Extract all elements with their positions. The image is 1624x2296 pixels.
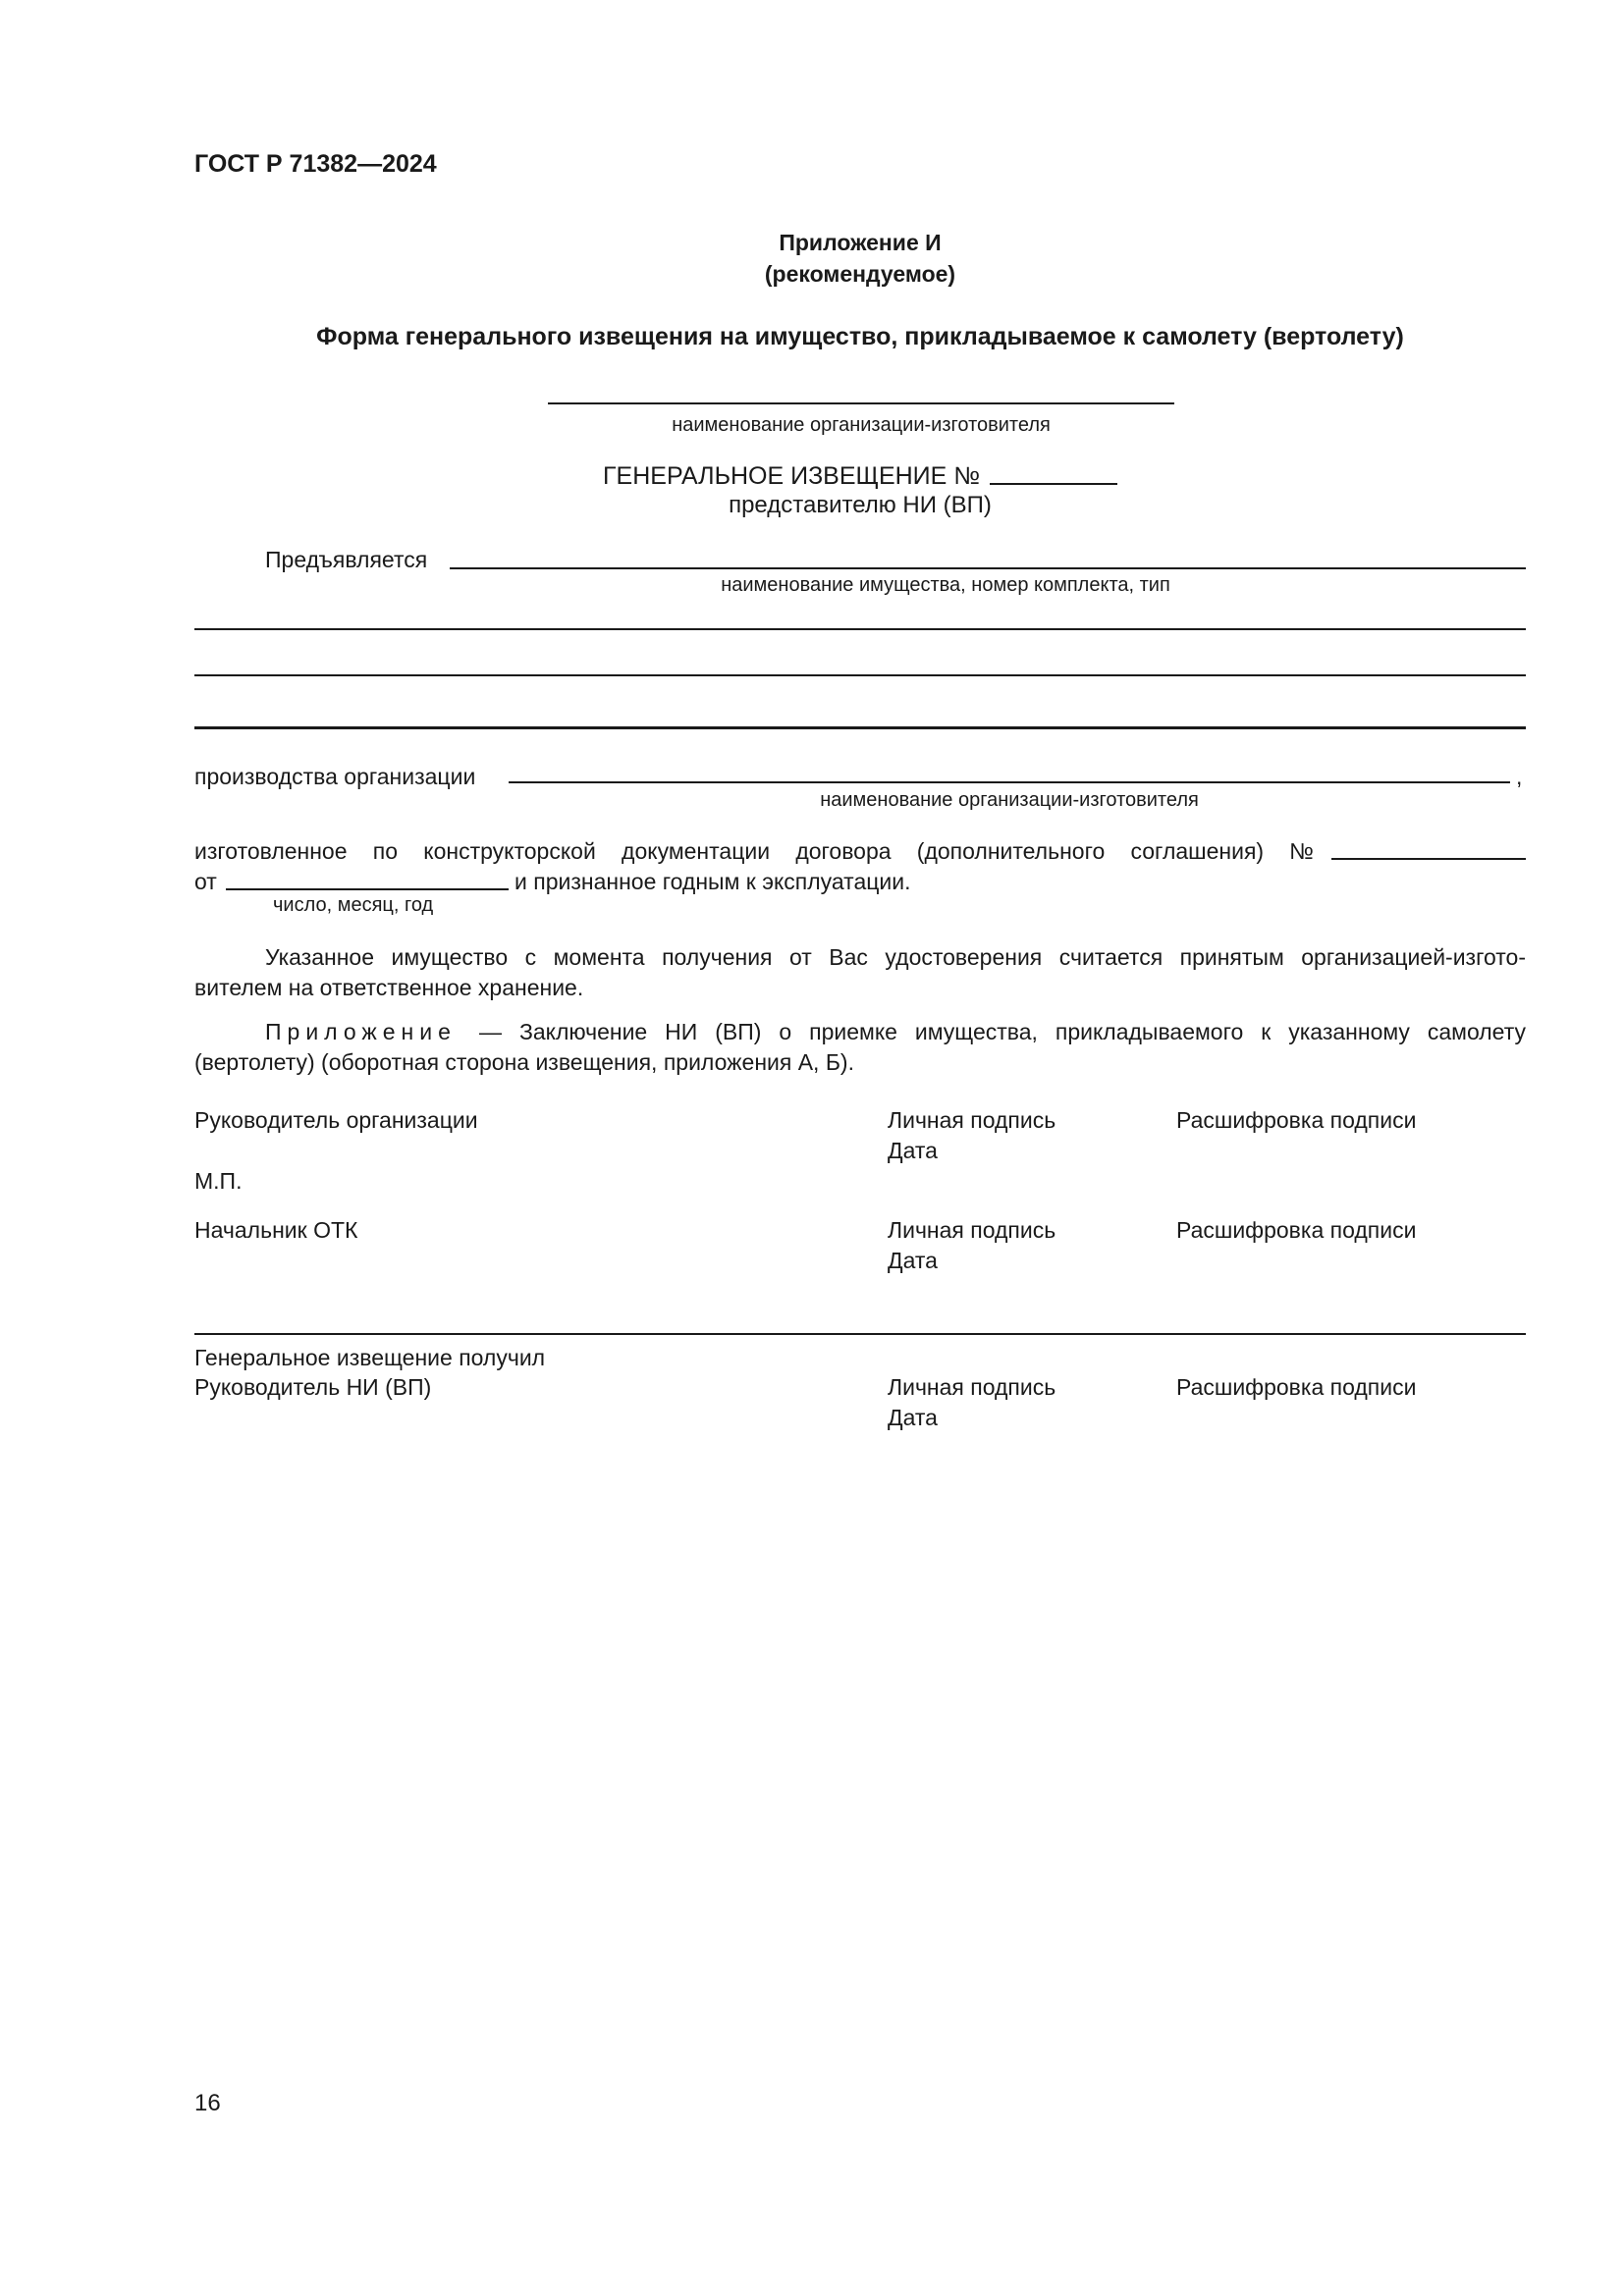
custody-line-2: вителем на ответственное хранение. — [194, 975, 584, 1000]
sig2-sign: Личная подпись — [888, 1217, 1056, 1243]
notice-title: ГЕНЕРАЛЬНОЕ ИЗВЕЩЕНИЕ № — [603, 462, 981, 490]
receipt-decode: Расшифровка подписи — [1176, 1374, 1417, 1400]
receipt-date: Дата — [888, 1405, 938, 1430]
stamp-label: М.П. — [194, 1168, 243, 1194]
date-line — [226, 888, 509, 890]
sig1-date: Дата — [888, 1138, 938, 1163]
sig2-decode: Расшифровка подписи — [1176, 1217, 1417, 1243]
property-caption: наименование имущества, номер комплекта, тип — [721, 574, 1170, 596]
sig2-role: Начальник ОТК — [194, 1217, 358, 1243]
annex-label: Приложение — [265, 1019, 457, 1044]
production-label: производства организации — [194, 764, 476, 789]
production-caption: наименование организации-изготовителя — [820, 789, 1199, 811]
receipt-received: Генеральное извещение получил — [194, 1345, 546, 1370]
appendix-title: Приложение И — [779, 230, 942, 255]
appendix-status: (рекомендуемое) — [764, 261, 956, 287]
org-name-line — [548, 402, 1174, 404]
sig1-decode: Расшифровка подписи — [1176, 1107, 1417, 1133]
sig2-date: Дата — [888, 1248, 938, 1273]
production-line — [509, 781, 1510, 783]
org-name-caption: наименование организации-изготовителя — [672, 414, 1051, 436]
production-comma: , — [1516, 764, 1523, 789]
standard-code: ГОСТ Р 71382—2024 — [194, 150, 437, 178]
annex-line-2: (вертолету) (оборотная сторона извещения, приложения А, Б). — [194, 1049, 854, 1075]
contract-number-line — [1331, 858, 1526, 860]
date-caption: число, месяц, год — [273, 894, 434, 916]
accepted-text: и признанное годным к эксплуатации. — [514, 869, 911, 894]
sig1-role: Руководитель организации — [194, 1107, 478, 1133]
receipt-divider — [194, 1333, 1526, 1335]
custody-line-1: Указанное имущество с момента получения от Вас удостоверения считается принятым организацией-изгото- — [265, 944, 1526, 970]
blank-line-2 — [194, 674, 1526, 676]
receipt-role: Руководитель НИ (ВП) — [194, 1374, 432, 1400]
blank-line-3 — [194, 726, 1526, 729]
blank-line-1 — [194, 628, 1526, 630]
presented-label: Предъявляется — [265, 547, 428, 572]
notice-number-line — [990, 483, 1117, 485]
page-number: 16 — [194, 2090, 221, 2116]
receipt-sign: Личная подпись — [888, 1374, 1056, 1400]
property-line — [450, 567, 1526, 569]
sig1-sign: Личная подпись — [888, 1107, 1056, 1133]
annex-line-1: — Заключение НИ (ВП) о приемке имущества, прикладываемого к указанному самолету — [479, 1019, 1526, 1044]
doc-line: изготовленное по конструкторской документации договора (дополнительного соглашения) № — [194, 838, 1314, 864]
addressee: представителю НИ (ВП) — [729, 492, 992, 518]
from-label: от — [194, 869, 217, 894]
form-title: Форма генерального извещения на имущество, прикладываемое к самолету (вертолету) — [316, 323, 1404, 350]
